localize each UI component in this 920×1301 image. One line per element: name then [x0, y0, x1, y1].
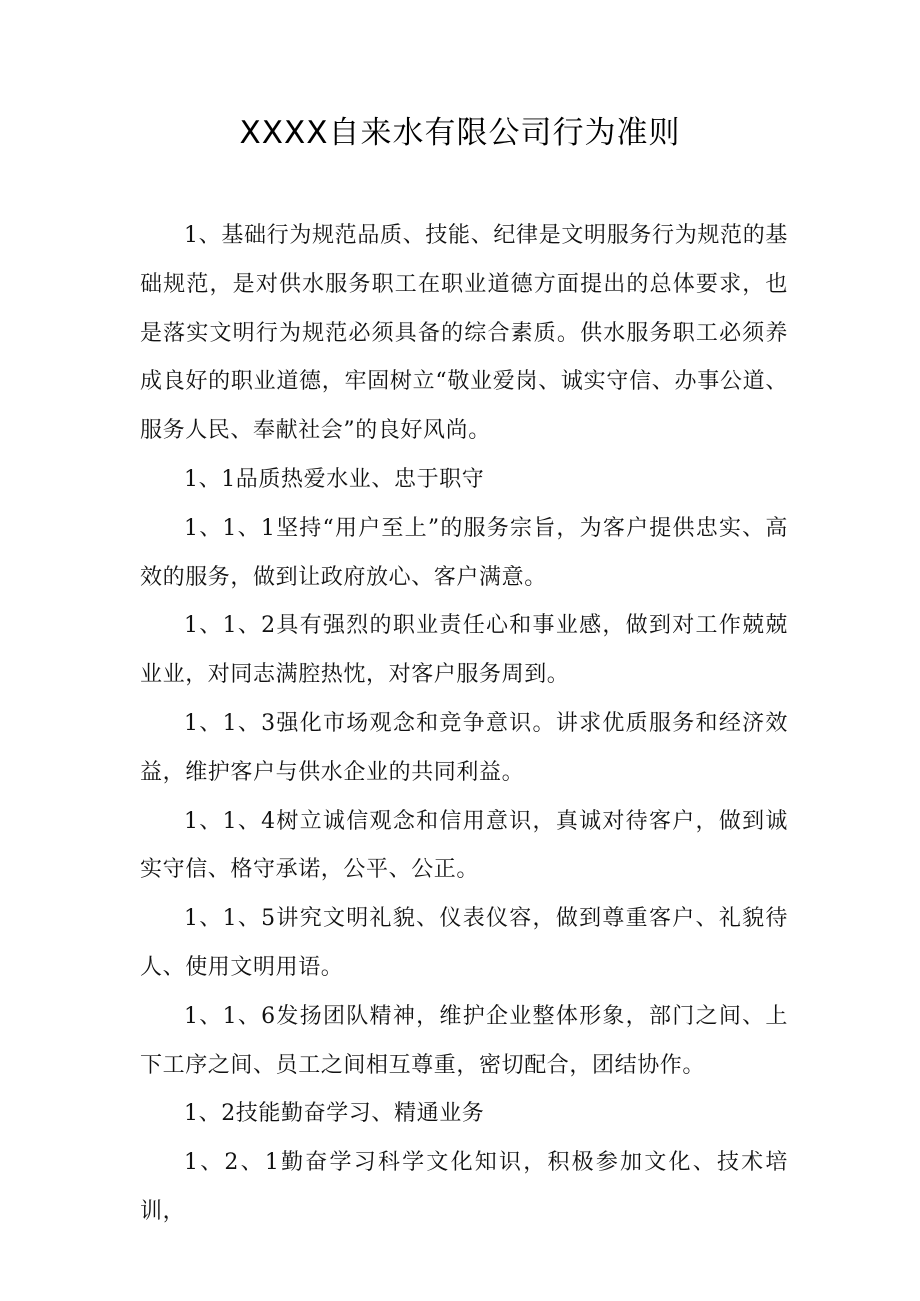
- section-heading-skills: 1、2技能勤奋学习、精通业务: [184, 1101, 485, 1127]
- document-body: [140, 212, 788, 1237]
- paragraph-1-1-2: 1、1、2具有强烈的职业责任心和事业感，做到对工作兢兢业业，对同志满腔热忱，对客户服务周到。: [140, 613, 788, 688]
- paragraph-1-1-6: 1、1、6发扬团队精神，维护企业整体形象，部门之间、上下工序之间、员工之间相互尊重，密切配合，团结协作。: [140, 1003, 788, 1078]
- paragraph-basic-norms: 1、基础行为规范品质、技能、纪律是文明服务行为规范的基础规范，是对供水服务职工在职业道德方面提出的总体要求，也是落实文明行为规范必须具备的综合素质。供水服务职工必须养成良好的职业道德，牢固树立“敬业爱岗、诚实守信、办事公道、服务人民、奉献社会”的良好风尚。: [140, 223, 788, 444]
- paragraph-1-2-1: 1、2、1勤奋学习科学文化知识，积极参加文化、技术培训，: [140, 1150, 788, 1224]
- paragraph-1-1-4: 1、1、4树立诚信观念和信用意识，真诚对待客户，做到诚实守信、格守承诺，公平、公正。: [140, 808, 788, 883]
- paragraph-1-1-5: 1、1、5讲究文明礼貌、仪表仪容，做到尊重客户、礼貌待人、使用文明用语。: [140, 906, 788, 980]
- paragraph-1-1-3: 1、1、3强化市场观念和竞争意识。讲求优质服务和经济效益，维护客户与供水企业的共同利益。: [140, 710, 788, 785]
- page-title: XXXX自来水有限公司行为准则: [239, 115, 681, 151]
- paragraph-1-1-1: 1、1、1坚持“用户至上”的服务宗旨，为客户提供忠实、高效的服务，做到让政府放心、客户满意。: [140, 515, 788, 590]
- section-heading-quality: 1、1品质热爱水业、忠于职守: [184, 466, 485, 492]
